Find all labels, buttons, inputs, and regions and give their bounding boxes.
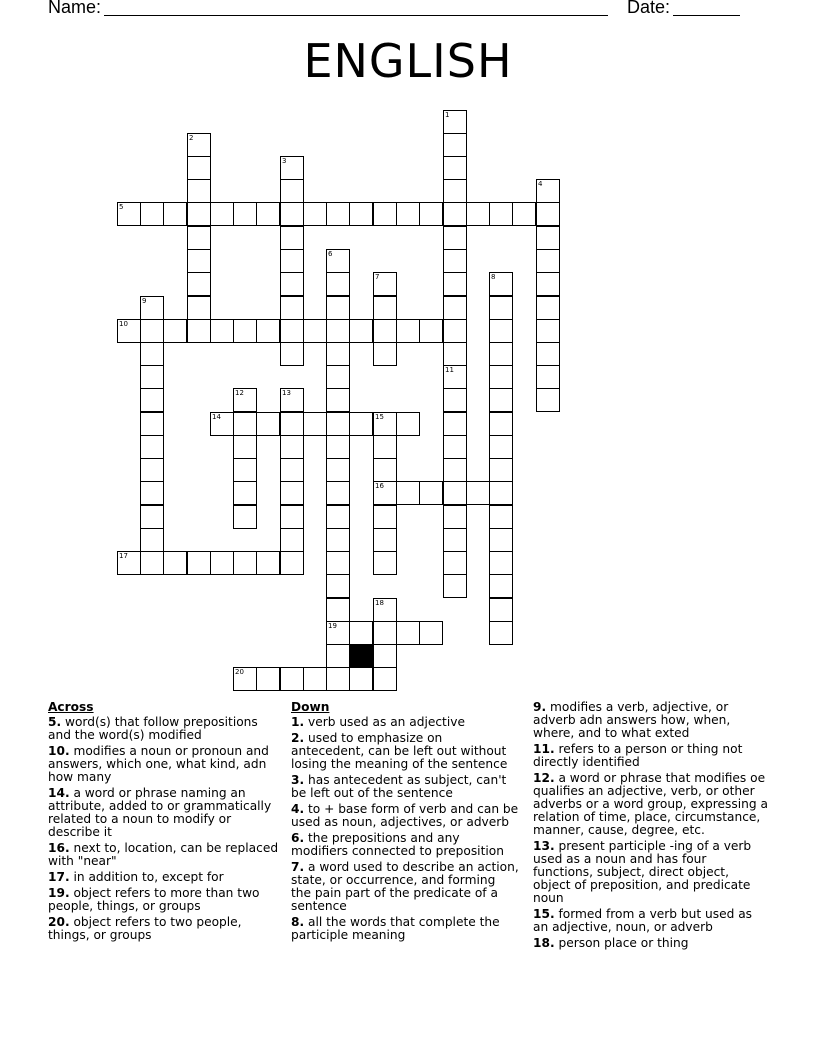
grid-cell[interactable] <box>443 458 467 482</box>
grid-cell[interactable] <box>443 296 467 320</box>
grid-cell[interactable] <box>443 226 467 250</box>
clue <box>48 716 280 742</box>
grid-cell[interactable] <box>256 667 280 691</box>
grid-cell[interactable] <box>280 528 304 552</box>
grid-cell[interactable] <box>280 226 304 250</box>
grid-cell[interactable] <box>536 249 560 273</box>
grid-cell[interactable] <box>443 342 467 366</box>
grid-cell[interactable] <box>233 319 257 343</box>
grid-cell[interactable] <box>233 551 257 575</box>
grid-cell[interactable] <box>233 667 257 691</box>
grid-cell[interactable] <box>489 551 513 575</box>
clue-number: 3 <box>282 157 287 165</box>
clue-number: 9. <box>533 700 547 714</box>
grid-cell[interactable] <box>489 388 513 412</box>
grid-cell[interactable] <box>419 621 443 645</box>
clue <box>48 745 280 784</box>
grid-cell[interactable] <box>489 412 513 436</box>
grid-cell[interactable] <box>536 179 560 203</box>
clue-number: 12 <box>235 389 244 397</box>
grid-cell[interactable] <box>233 458 257 482</box>
clue-number: 13. <box>533 839 555 853</box>
grid-cell[interactable] <box>443 412 467 436</box>
grid-cell[interactable] <box>117 551 141 575</box>
grid-cell[interactable] <box>163 202 187 226</box>
grid-cell[interactable] <box>489 505 513 529</box>
grid-cell[interactable] <box>349 621 373 645</box>
clue-number: 1 <box>445 111 450 119</box>
clue <box>291 732 519 771</box>
grid-cell[interactable] <box>140 342 164 366</box>
grid-cell[interactable] <box>536 388 560 412</box>
grid-cell[interactable] <box>396 412 420 436</box>
grid-cell[interactable] <box>489 435 513 459</box>
clue-number: 5. <box>48 715 62 729</box>
clue-text: object refers to two people, things, or groups <box>48 915 242 942</box>
clue-number: 2. <box>291 731 305 745</box>
clue-number: 7. <box>291 860 305 874</box>
clue-number: 17 <box>119 552 128 560</box>
grid-cell[interactable] <box>349 412 373 436</box>
clue-text: modifies a noun or pronoun and answers, which one, what kind, adn how many <box>48 744 269 784</box>
grid-cell[interactable] <box>233 435 257 459</box>
grid-cell[interactable] <box>489 365 513 389</box>
clue <box>533 743 769 769</box>
grid-cell[interactable] <box>489 574 513 598</box>
across-clues <box>48 701 280 945</box>
down-clues <box>291 701 519 945</box>
grid-cell[interactable] <box>256 412 280 436</box>
grid-cell[interactable] <box>373 202 397 226</box>
clue <box>48 871 280 884</box>
grid-cell[interactable] <box>280 296 304 320</box>
grid-cell[interactable] <box>373 481 397 505</box>
grid-cell[interactable] <box>140 412 164 436</box>
clue-text: verb used as an adjective <box>304 715 465 729</box>
across-heading: Across <box>48 700 94 714</box>
grid-cell[interactable] <box>187 551 211 575</box>
clue-number: 1. <box>291 715 305 729</box>
grid-cell[interactable] <box>140 528 164 552</box>
clue-text: a word used to describe an action, state, or occurrence, and forming the pain part of the predicate of a sentence <box>291 860 519 913</box>
grid-cell[interactable] <box>489 342 513 366</box>
grid-cell[interactable] <box>443 156 467 180</box>
grid-cell[interactable] <box>303 319 327 343</box>
grid-cell[interactable] <box>489 481 513 505</box>
down-clues-continued <box>533 701 769 953</box>
grid-cell[interactable] <box>443 319 467 343</box>
grid-cell[interactable] <box>466 202 490 226</box>
grid-cell[interactable] <box>187 202 211 226</box>
grid-cell[interactable] <box>489 598 513 622</box>
grid-cell[interactable] <box>326 272 350 296</box>
grid-cell[interactable] <box>210 319 234 343</box>
grid-cell[interactable] <box>187 179 211 203</box>
grid-cell[interactable] <box>256 551 280 575</box>
grid-cell[interactable] <box>489 272 513 296</box>
clue <box>48 887 280 913</box>
clue-number: 9 <box>142 297 147 305</box>
clue <box>291 832 519 858</box>
grid-cell[interactable] <box>280 551 304 575</box>
grid-cell[interactable] <box>210 412 234 436</box>
grid-cell[interactable] <box>280 319 304 343</box>
grid-cell[interactable] <box>280 435 304 459</box>
grid-cell[interactable] <box>140 365 164 389</box>
clue-number: 18 <box>375 599 384 607</box>
grid-cell[interactable] <box>536 202 560 226</box>
grid-cell[interactable] <box>303 412 327 436</box>
clue <box>48 842 280 868</box>
clue-text: used to emphasize on antecedent, can be left out without losing the meaning of the sentence <box>291 731 508 771</box>
clue-number: 4 <box>538 180 543 188</box>
grid-cell[interactable] <box>512 202 536 226</box>
clue <box>533 772 769 837</box>
grid-cell[interactable] <box>489 319 513 343</box>
grid-cell[interactable] <box>280 156 304 180</box>
grid-cell[interactable] <box>280 272 304 296</box>
grid-cell[interactable] <box>443 574 467 598</box>
grid-cell[interactable] <box>349 319 373 343</box>
grid-cell[interactable] <box>280 505 304 529</box>
clue <box>291 716 519 729</box>
clue-text: next to, location, can be replaced with "near" <box>48 841 279 868</box>
grid-cell[interactable] <box>396 319 420 343</box>
grid-cell[interactable] <box>536 365 560 389</box>
clue-number: 2 <box>189 134 194 142</box>
grid-cell[interactable] <box>373 644 397 668</box>
clue-number: 11 <box>445 366 454 374</box>
grid-cell[interactable] <box>280 458 304 482</box>
grid-cell[interactable] <box>326 388 350 412</box>
clue-number: 5 <box>119 203 124 211</box>
grid-cell[interactable] <box>443 435 467 459</box>
grid-cell[interactable] <box>443 110 467 134</box>
grid-cell[interactable] <box>280 481 304 505</box>
grid-cell[interactable] <box>163 551 187 575</box>
grid-cell[interactable] <box>373 621 397 645</box>
clue-text: a word or phrase that modifies oe qualifies an adjective, verb, or other adverbs or a word group, expressing a relation of time, place, circumstance, manner, cause, degree, etc. <box>533 771 768 837</box>
grid-cell[interactable] <box>280 179 304 203</box>
grid-cell[interactable] <box>373 319 397 343</box>
grid-cell[interactable] <box>280 388 304 412</box>
clue-number: 4. <box>291 802 305 816</box>
grid-cell[interactable] <box>187 156 211 180</box>
clue <box>533 908 769 934</box>
grid-cell[interactable] <box>187 272 211 296</box>
grid-cell[interactable] <box>373 598 397 622</box>
clue-number: 15. <box>533 907 555 921</box>
grid-cell[interactable] <box>443 365 467 389</box>
grid-cell[interactable] <box>489 621 513 645</box>
clue-number: 16. <box>48 841 70 855</box>
page-title: ENGLISH <box>303 34 513 88</box>
clue-text: refers to a person or thing not directly identified <box>533 742 743 769</box>
clue-number: 20 <box>235 668 244 676</box>
grid-cell[interactable] <box>280 249 304 273</box>
clue-text: a word or phrase naming an attribute, added to or grammatically related to a noun to modify or describe it <box>48 786 272 839</box>
grid-cell[interactable] <box>280 667 304 691</box>
grid-cell[interactable] <box>373 412 397 436</box>
clue-text: the prepositions and any modifiers connected to preposition <box>291 831 504 858</box>
clue-number: 11. <box>533 742 555 756</box>
grid-cell[interactable] <box>489 296 513 320</box>
clue-number: 13 <box>282 389 291 397</box>
grid-cell[interactable] <box>396 481 420 505</box>
grid-cell[interactable] <box>443 528 467 552</box>
grid-cell[interactable] <box>443 249 467 273</box>
grid-cell[interactable] <box>373 435 397 459</box>
grid-cell[interactable] <box>233 202 257 226</box>
grid-cell[interactable] <box>373 458 397 482</box>
grid-cell[interactable] <box>443 388 467 412</box>
grid-cell[interactable] <box>187 319 211 343</box>
grid-cell[interactable] <box>303 202 327 226</box>
grid-cell[interactable] <box>163 319 187 343</box>
clue-text: has antecedent as subject, can't be left out of the sentence <box>291 773 507 800</box>
black-cell <box>349 644 373 668</box>
clue-text: object refers to more than two people, things, or groups <box>48 886 260 913</box>
grid-cell[interactable] <box>140 481 164 505</box>
grid-cell[interactable] <box>187 226 211 250</box>
grid-cell[interactable] <box>489 528 513 552</box>
grid-cell[interactable] <box>256 202 280 226</box>
grid-cell[interactable] <box>140 202 164 226</box>
clue-number: 10 <box>119 320 128 328</box>
grid-cell[interactable] <box>443 551 467 575</box>
grid-cell[interactable] <box>326 249 350 273</box>
grid-cell[interactable] <box>187 296 211 320</box>
grid-cell[interactable] <box>489 458 513 482</box>
grid-cell[interactable] <box>256 319 280 343</box>
grid-cell[interactable] <box>373 296 397 320</box>
grid-cell[interactable] <box>396 621 420 645</box>
grid-cell[interactable] <box>536 272 560 296</box>
clue <box>48 916 280 942</box>
clue-number: 18. <box>533 936 555 950</box>
down-heading: Down <box>291 700 330 714</box>
name-label: Name: <box>48 0 102 17</box>
grid-cell[interactable] <box>280 342 304 366</box>
clue-number: 16 <box>375 482 384 490</box>
clue-text: modifies a verb, adjective, or adverb adn answers how, when, where, and to what exted <box>533 700 731 740</box>
grid-cell[interactable] <box>326 412 350 436</box>
grid-cell[interactable] <box>443 202 467 226</box>
grid-cell[interactable] <box>443 272 467 296</box>
grid-cell[interactable] <box>373 528 397 552</box>
clue <box>291 861 519 913</box>
clue-text: in addition to, except for <box>69 870 224 884</box>
grid-cell[interactable] <box>536 342 560 366</box>
grid-cell[interactable] <box>117 202 141 226</box>
clue <box>533 937 769 950</box>
grid-cell[interactable] <box>443 179 467 203</box>
grid-cell[interactable] <box>210 551 234 575</box>
date-label: Date: <box>627 0 671 17</box>
grid-cell[interactable] <box>326 505 350 529</box>
clue-text: to + base form of verb and can be used as noun, adjectives, or adverb <box>291 802 519 829</box>
clue-number: 15 <box>375 413 384 421</box>
clue <box>48 787 280 839</box>
clue-number: 6. <box>291 831 305 845</box>
clue-text: formed from a verb but used as an adjective, noun, or adverb <box>533 907 753 934</box>
clue-number: 6 <box>328 250 333 258</box>
grid-cell[interactable] <box>280 202 304 226</box>
grid-cell[interactable] <box>326 528 350 552</box>
clue-text: person place or thing <box>554 936 689 950</box>
grid-cell[interactable] <box>443 505 467 529</box>
clue-number: 8. <box>291 915 305 929</box>
grid-cell[interactable] <box>326 342 350 366</box>
grid-cell[interactable] <box>373 272 397 296</box>
clue-number: 3. <box>291 773 305 787</box>
clue-number: 8 <box>491 273 496 281</box>
clue-text: word(s) that follow prepositions and the word(s) modified <box>48 715 258 742</box>
grid-cell[interactable] <box>326 365 350 389</box>
grid-cell[interactable] <box>140 505 164 529</box>
grid-cell[interactable] <box>117 319 141 343</box>
grid-cell[interactable] <box>326 481 350 505</box>
clue-number: 12. <box>533 771 555 785</box>
grid-cell[interactable] <box>373 551 397 575</box>
grid-cell[interactable] <box>349 202 373 226</box>
grid-cell[interactable] <box>419 481 443 505</box>
grid-cell[interactable] <box>140 458 164 482</box>
grid-cell[interactable] <box>326 667 350 691</box>
grid-cell[interactable] <box>140 388 164 412</box>
grid-cell[interactable] <box>233 505 257 529</box>
clue-number: 10. <box>48 744 70 758</box>
clue-number: 14 <box>212 413 221 421</box>
grid-cell[interactable] <box>140 319 164 343</box>
grid-cell[interactable] <box>443 481 467 505</box>
grid-cell[interactable] <box>326 644 350 668</box>
grid-cell[interactable] <box>419 319 443 343</box>
grid-cell[interactable] <box>187 249 211 273</box>
grid-cell[interactable] <box>466 481 490 505</box>
grid-cell[interactable] <box>280 412 304 436</box>
grid-cell[interactable] <box>326 574 350 598</box>
grid-cell[interactable] <box>233 412 257 436</box>
grid-cell[interactable] <box>326 296 350 320</box>
grid-cell[interactable] <box>187 133 211 157</box>
grid-cell[interactable] <box>536 296 560 320</box>
grid-cell[interactable] <box>373 505 397 529</box>
clue <box>291 916 519 942</box>
grid-cell[interactable] <box>326 598 350 622</box>
grid-cell[interactable] <box>303 667 327 691</box>
grid-cell[interactable] <box>140 551 164 575</box>
grid-cell[interactable] <box>326 621 350 645</box>
grid-cell[interactable] <box>536 319 560 343</box>
grid-cell[interactable] <box>210 202 234 226</box>
grid-cell[interactable] <box>396 202 420 226</box>
clue-text: all the words that complete the participle meaning <box>291 915 500 942</box>
grid-cell[interactable] <box>326 551 350 575</box>
grid-cell[interactable] <box>233 388 257 412</box>
clue-number: 14. <box>48 786 70 800</box>
clue-number: 20. <box>48 915 70 929</box>
grid-cell[interactable] <box>140 435 164 459</box>
clue-number: 19 <box>328 622 337 630</box>
grid-cell[interactable] <box>373 342 397 366</box>
grid-cell[interactable] <box>349 667 373 691</box>
clue <box>533 701 769 740</box>
clue <box>291 774 519 800</box>
clue <box>533 840 769 905</box>
clue-number: 7 <box>375 273 380 281</box>
grid-cell[interactable] <box>326 319 350 343</box>
grid-cell[interactable] <box>233 481 257 505</box>
clue-text: present participle -ing of a verb used as a noun and has four functions, subject, direct object, object of preposition, and predicate noun <box>533 839 752 905</box>
grid-cell[interactable] <box>443 133 467 157</box>
grid-cell[interactable] <box>373 667 397 691</box>
grid-cell[interactable] <box>140 296 164 320</box>
grid-cell[interactable] <box>326 202 350 226</box>
clue <box>291 803 519 829</box>
grid-cell[interactable] <box>326 435 350 459</box>
grid-cell[interactable] <box>419 202 443 226</box>
grid-cell[interactable] <box>326 458 350 482</box>
clue-number: 17. <box>48 870 70 884</box>
grid-cell[interactable] <box>536 226 560 250</box>
clue-number: 19. <box>48 886 70 900</box>
grid-cell[interactable] <box>489 202 513 226</box>
